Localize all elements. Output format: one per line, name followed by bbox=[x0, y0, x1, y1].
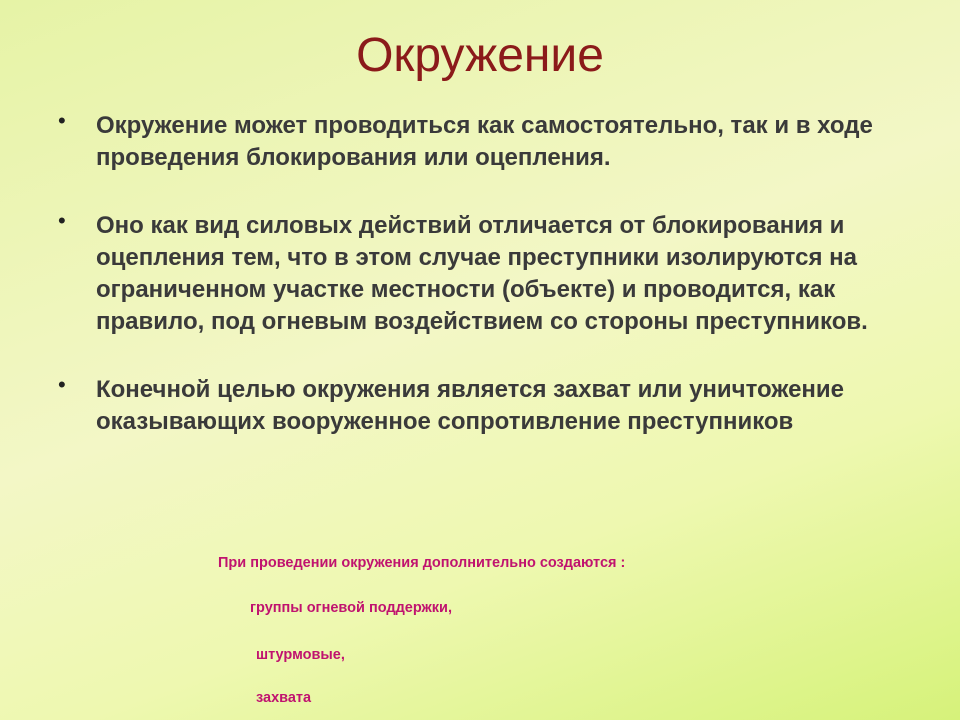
bullet-list bbox=[58, 110, 928, 474]
bullet-dot-icon: • bbox=[58, 372, 66, 397]
sub-intro-text: При проведении окружения дополнительно создаются : bbox=[218, 555, 626, 571]
bullet-text: Оно как вид силовых действий отличается от блокирования и оцепления тем, что в этом случае преступники изолируются на ограниченном участке местности (объекте) и проводится, как правило, под огневым воздействием со стороны преступников. bbox=[96, 212, 868, 335]
sub-item: группы огневой поддержки, bbox=[250, 600, 452, 616]
bullet-item bbox=[58, 110, 928, 174]
bullet-text: Конечной целью окружения является захват или уничтожение оказывающих вооруженное сопротивление преступников bbox=[96, 376, 845, 435]
sub-item: штурмовые, bbox=[256, 647, 345, 663]
bullet-item bbox=[58, 374, 928, 438]
bullet-dot-icon: • bbox=[58, 208, 66, 233]
bullet-dot-icon: • bbox=[58, 108, 66, 133]
bullet-text: Окружение может проводиться как самостоятельно, так и в ходе проведения блокирования или оцепления. bbox=[96, 112, 873, 171]
slide-title: Окружение bbox=[356, 29, 604, 82]
bullet-item bbox=[58, 210, 928, 338]
sub-item: захвата bbox=[256, 690, 312, 706]
